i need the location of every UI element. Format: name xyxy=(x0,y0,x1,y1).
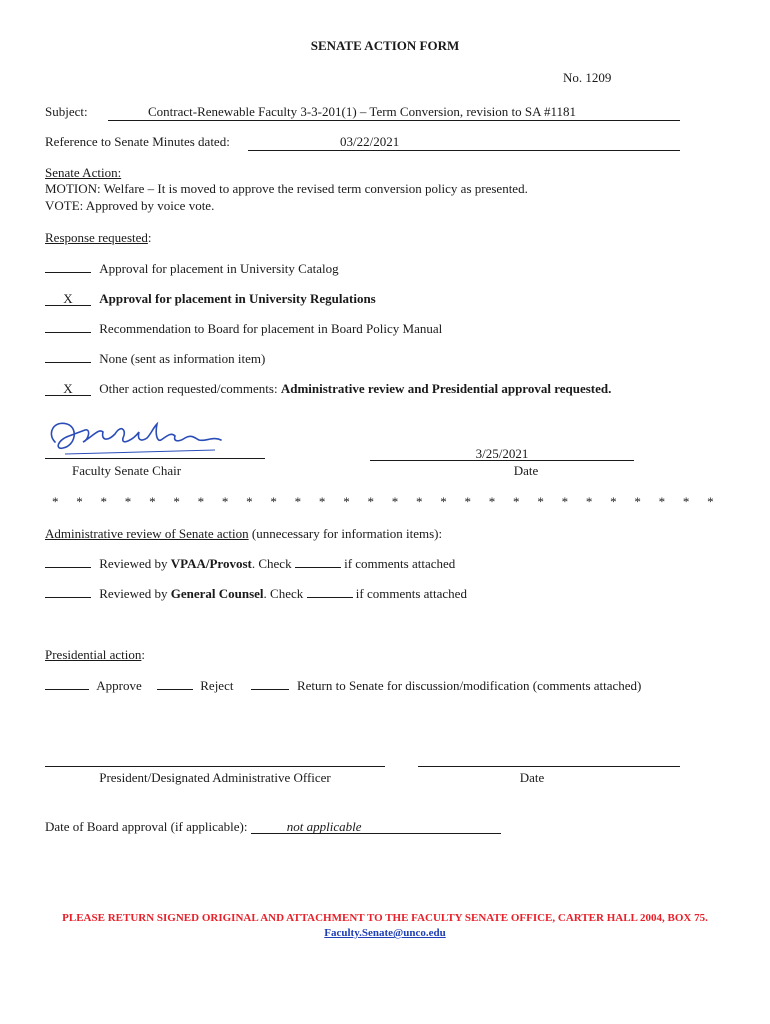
footer-instruction: PLEASE RETURN SIGNED ORIGINAL AND ATTACHMENT TO THE FACULTY SENATE OFFICE, CARTER HALL 2004, BOX 75. xyxy=(62,912,708,924)
subject-label: Subject: xyxy=(45,104,88,119)
separator-row: * * * * * * * * * * * * * * * * * * * * * * * * * * * * xyxy=(52,494,714,509)
presidential-heading: Presidential action: xyxy=(45,647,146,662)
gc-review-blank[interactable] xyxy=(45,597,91,598)
chair-signature-line xyxy=(45,458,265,459)
subject-field[interactable] xyxy=(108,104,680,121)
approve-label: Approve xyxy=(96,678,142,693)
reject-label: Reject xyxy=(200,678,234,693)
return-blank[interactable] xyxy=(251,689,289,690)
chair-signature-image xyxy=(45,410,235,460)
gc-comments-blank[interactable] xyxy=(307,597,353,598)
chair-date-line xyxy=(370,460,634,461)
board-approval-value: not applicable xyxy=(286,819,362,834)
presidential-options xyxy=(45,678,641,694)
response-item[interactable] xyxy=(45,261,339,277)
approve-blank[interactable] xyxy=(45,689,89,690)
vpaa-review-row: Reviewed by VPAA/Provost. Check if comments attached xyxy=(45,556,455,572)
admin-review-heading: Administrative review of Senate action (unnecessary for information items): xyxy=(45,526,443,541)
response-item[interactable] xyxy=(45,381,611,397)
board-approval-field[interactable] xyxy=(251,820,501,834)
response-checkbox[interactable]: X xyxy=(45,382,91,396)
form-title: SENATE ACTION FORM xyxy=(310,38,460,53)
response-comment: Administrative review and Presidential approval requested. xyxy=(280,381,612,396)
officer-signature-line[interactable] xyxy=(45,766,385,767)
response-checkbox[interactable] xyxy=(45,362,91,363)
response-item[interactable] xyxy=(45,291,376,307)
response-item[interactable] xyxy=(45,351,265,367)
response-checkbox[interactable]: X xyxy=(45,292,91,306)
vpaa-comments-blank[interactable] xyxy=(295,567,341,568)
chair-date-label: Date xyxy=(513,463,539,478)
vote-text: VOTE: Approved by voice vote. xyxy=(45,198,215,213)
officer-label: President/Designated Administrative Officer xyxy=(99,770,331,785)
gc-review-row: Reviewed by General Counsel. Check if comments attached xyxy=(45,586,467,602)
reject-blank[interactable] xyxy=(157,689,193,690)
response-item[interactable] xyxy=(45,321,442,337)
response-checkbox[interactable] xyxy=(45,272,91,273)
response-text: Approval for placement in University Catalog xyxy=(99,261,339,276)
response-text: Other action requested/comments: xyxy=(99,381,281,396)
response-text: Approval for placement in University Regulations xyxy=(99,291,376,306)
subject-value: Contract-Renewable Faculty 3-3-201(1) – Term Conversion, revision to SA #1181 xyxy=(148,104,577,119)
senate-action-label: Senate Action: xyxy=(45,165,122,180)
board-approval-row xyxy=(45,819,501,835)
board-approval-label: Date of Board approval (if applicable): xyxy=(45,819,248,834)
response-heading: Response requested: xyxy=(45,230,152,245)
reference-value: 03/22/2021 xyxy=(340,134,400,149)
response-checkbox[interactable] xyxy=(45,332,91,333)
reference-label: Reference to Senate Minutes dated: xyxy=(45,134,230,149)
response-text: Recommendation to Board for placement in Board Policy Manual xyxy=(99,321,443,336)
footer-email-link[interactable]: Faculty.Senate@unco.edu xyxy=(324,927,446,939)
vpaa-review-blank[interactable] xyxy=(45,567,91,568)
response-text: None (sent as information item) xyxy=(99,351,266,366)
chair-label: Faculty Senate Chair xyxy=(72,463,182,478)
chair-date-value: 3/25/2021 xyxy=(475,446,529,461)
officer-date-label: Date xyxy=(519,770,545,785)
reference-field[interactable] xyxy=(248,134,680,151)
form-number: No. 1209 xyxy=(563,70,612,85)
motion-text: MOTION: Welfare – It is moved to approve the revised term conversion policy as presented. xyxy=(45,181,528,196)
officer-date-line[interactable] xyxy=(418,766,680,767)
return-label: Return to Senate for discussion/modification (comments attached) xyxy=(296,678,642,693)
